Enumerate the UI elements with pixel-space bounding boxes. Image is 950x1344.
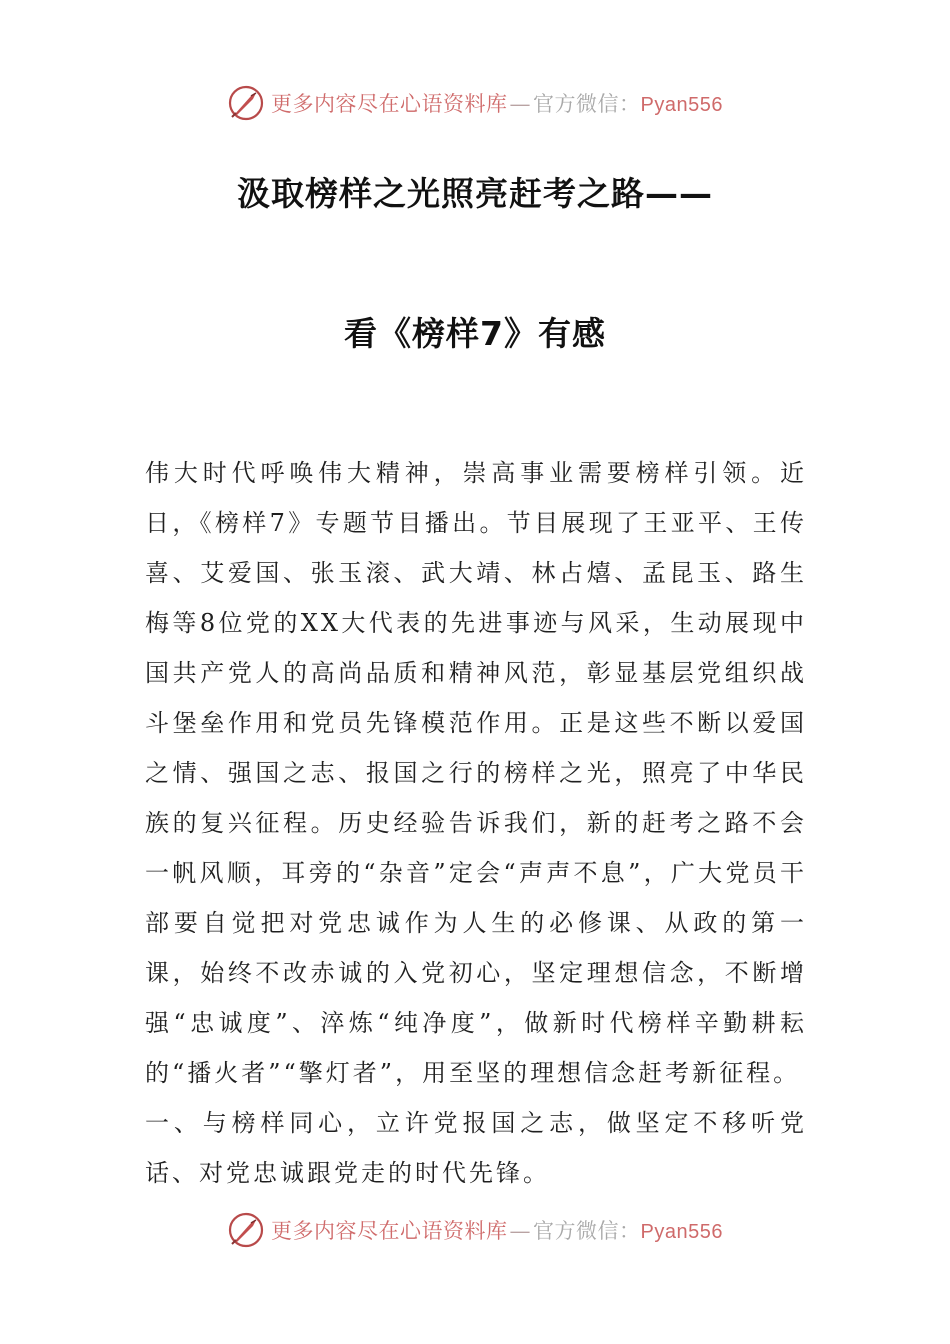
quill-logo-icon <box>227 1211 265 1249</box>
banner-text <box>271 88 723 118</box>
banner-dash: — <box>509 92 532 116</box>
quill-logo-icon <box>227 84 265 122</box>
header-banner <box>0 81 950 125</box>
footer-banner <box>0 1208 950 1252</box>
banner-site-text: 更多内容尽在心语资料库 <box>271 92 508 116</box>
banner-wechat-id: Pyan556 <box>640 94 723 116</box>
banner-wechat-id: Pyan556 <box>640 1221 723 1243</box>
banner-dash: — <box>509 1219 532 1243</box>
body-paragraph-1: 伟大时代呼唤伟大精神，崇高事业需要榜样引领。近日，《榜样7》专题节目播出。节目展现了王亚平、王传喜、艾爱国、张玉滚、武大靖、林占熺、孟昆玉、路生梅等8位党的XX大代表的先进事迹与风采，生动展现中国共产党人的高尚品质和精神风范，彰显基层党组织战斗堡垒作用和党员先锋模范作用。正是这些不断以爱国之情、强国之志、报国之行的榜样之光，照亮了中华民族的复兴征程。历史经验告诉我们，新的赶考之路不会一帆风顺，耳旁的“杂音”定会“声声不息”，广大党员干部要自觉把对党忠诚作为人生的必修课、从政的第一课，始终不改赤诚的入党初心，坚定理想信念，不断增强“忠诚度”、淬炼“纯净度”，做新时代榜样辛勤耕耘的“播火者”“擎灯者”，用至坚的理想信念赶考新征程。 <box>145 459 807 1087</box>
banner-official-label: 官方微信： <box>533 92 641 116</box>
body-paragraph-2: 一、与榜样同心，立许党报国之志，做坚定不移听党话、对党忠诚跟党走的时代先锋。 <box>145 1109 807 1187</box>
title-line-2: 看《榜样7》有感 <box>344 314 606 353</box>
banner-site-text: 更多内容尽在心语资料库 <box>271 1219 508 1243</box>
title-line-1: 汲取榜样之光照亮赶考之路—— <box>237 174 713 213</box>
document-body <box>145 448 807 1198</box>
banner-text <box>271 1215 723 1245</box>
banner-official-label: 官方微信： <box>533 1219 641 1243</box>
